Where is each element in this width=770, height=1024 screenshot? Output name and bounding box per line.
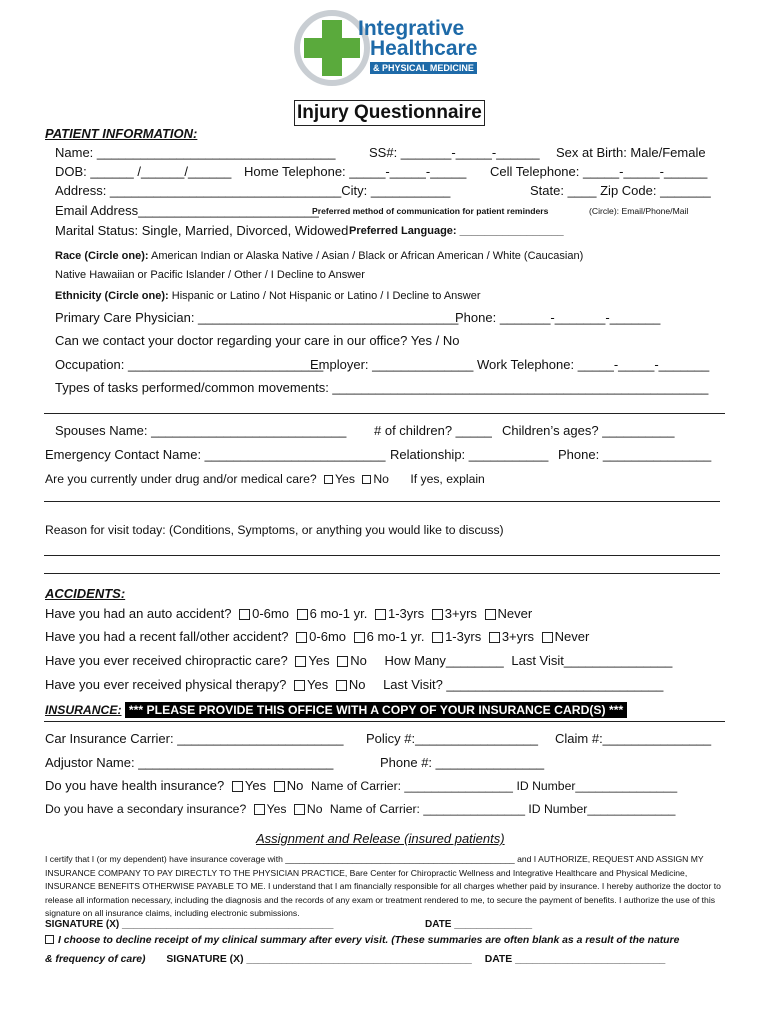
- pcp-phone-field[interactable]: Phone: _______-_______-_______: [455, 310, 661, 325]
- signature-line-2[interactable]: SIGNATURE (X) _______________________________________: [166, 954, 472, 965]
- auto-duration-label: 3+yrs: [444, 606, 477, 621]
- chiro-how-many-field[interactable]: How Many________: [384, 653, 504, 668]
- emergency-contact-field[interactable]: Emergency Contact Name: _________________________: [45, 447, 386, 462]
- car-insurance-field[interactable]: Car Insurance Carrier: _______________________: [45, 731, 344, 746]
- logo-line3: & PHYSICAL MEDICINE: [370, 62, 477, 74]
- fall-duration-label: 0-6mo: [309, 629, 347, 644]
- pcp-field[interactable]: Primary Care Physician: ____________________________________: [55, 310, 459, 325]
- chiro-no-label: No: [350, 653, 367, 668]
- health-yes-checkbox[interactable]: [232, 781, 243, 792]
- logo-line2: Healthcare: [370, 37, 478, 60]
- patient-info-heading: PATIENT INFORMATION:: [45, 126, 198, 141]
- name-field[interactable]: Name: _________________________________: [55, 145, 336, 160]
- occupation-field[interactable]: Occupation: ___________________________: [55, 357, 324, 372]
- reason-line-1[interactable]: [44, 555, 720, 556]
- race-options[interactable]: American Indian or Alaska Native / Asian / Black or African American / White (Caucasian): [150, 250, 584, 262]
- ethnicity-options[interactable]: Hispanic or Latino / Not Hispanic or Latino / I Decline to Answer: [171, 290, 481, 302]
- drug-no-checkbox[interactable]: [362, 475, 371, 484]
- fall-accident-question: Have you had a recent fall/other accident?: [45, 629, 289, 644]
- state-zip-field[interactable]: State: ____ Zip Code: _______: [530, 183, 711, 198]
- pt-last-visit-field[interactable]: Last Visit? ______________________________: [383, 677, 664, 692]
- chiro-last-visit-field[interactable]: Last Visit_______________: [511, 653, 673, 668]
- form-title: Injury Questionnaire: [294, 100, 485, 126]
- auto-duration-label: 0-6mo: [252, 606, 289, 621]
- tasks-field[interactable]: Types of tasks performed/common movements: ____________________________________________________: [55, 380, 709, 395]
- chiro-yes-label: Yes: [308, 653, 330, 668]
- race-label: Race (Circle one):: [55, 250, 149, 262]
- work-phone-field[interactable]: Work Telephone: _____-_____-_______: [477, 357, 710, 372]
- auto-6mo-1yr-checkbox[interactable]: [297, 609, 308, 620]
- spouse-field[interactable]: Spouses Name: ___________________________: [55, 423, 347, 438]
- auto-never-checkbox[interactable]: [485, 609, 496, 620]
- drug-care-question: Are you currently under drug and/or medical care?: [45, 472, 317, 486]
- health-id-field[interactable]: ID Number_______________: [516, 779, 678, 793]
- secondary-insurance-question: Do you have a secondary insurance?: [45, 802, 247, 816]
- secondary-yes-label: Yes: [266, 802, 287, 816]
- ssn-field[interactable]: SS#: _______-_____-______: [369, 145, 540, 160]
- fall-duration-label: 1-3yrs: [445, 629, 482, 644]
- adjustor-phone-field[interactable]: Phone #: _______________: [380, 755, 545, 770]
- signature-line-1[interactable]: SIGNATURE (X) ______________________________________: [45, 919, 334, 930]
- drug-no-label: No: [373, 472, 389, 486]
- decline-summary-text-2: & frequency of care): [45, 954, 146, 965]
- accidents-heading: ACCIDENTS:: [45, 586, 126, 601]
- chiro-yes-checkbox[interactable]: [295, 656, 306, 667]
- secondary-id-field[interactable]: ID Number_____________: [528, 802, 676, 816]
- chiro-no-checkbox[interactable]: [337, 656, 348, 667]
- language-field[interactable]: Preferred Language: _________________: [349, 225, 564, 237]
- fall-duration-label: Never: [554, 629, 590, 644]
- secondary-no-checkbox[interactable]: [294, 804, 305, 815]
- cell-phone-field[interactable]: Cell Telephone: _____-_____-______: [490, 164, 708, 179]
- pt-question: Have you ever received physical therapy?: [45, 677, 287, 692]
- secondary-yes-checkbox[interactable]: [254, 804, 265, 815]
- auto-0-6mo-checkbox[interactable]: [239, 609, 250, 620]
- policy-field[interactable]: Policy #:_________________: [366, 731, 539, 746]
- secondary-no-label: No: [306, 802, 323, 816]
- drug-yes-label: Yes: [335, 472, 355, 486]
- pt-no-checkbox[interactable]: [336, 680, 347, 691]
- employer-field[interactable]: Employer: ______________: [310, 357, 474, 372]
- contact-doctor-question[interactable]: Can we contact your doctor regarding your care in our office? Yes / No: [55, 333, 460, 348]
- sex-field[interactable]: Sex at Birth: Male/Female: [556, 145, 706, 160]
- date-line-2[interactable]: DATE __________________________: [484, 954, 666, 965]
- insurance-heading: INSURANCE:: [45, 703, 122, 717]
- secondary-carrier-field[interactable]: Name of Carrier: _______________: [329, 802, 526, 816]
- auto-3plus-checkbox[interactable]: [432, 609, 443, 620]
- health-yes-label: Yes: [244, 778, 267, 793]
- reason-for-visit-label: Reason for visit today: (Conditions, Symptoms, or anything you would like to discuss): [45, 523, 504, 537]
- insurance-card-banner: *** PLEASE PROVIDE THIS OFFICE WITH A COPY OF YOUR INSURANCE CARD(S) ***: [125, 702, 627, 718]
- reason-line-2[interactable]: [44, 573, 720, 574]
- children-count-field[interactable]: # of children? _____: [374, 423, 492, 438]
- auto-duration-label: 1-3yrs: [388, 606, 425, 621]
- explain-line[interactable]: [44, 501, 720, 502]
- auto-accident-question: Have you had an auto accident?: [45, 606, 232, 621]
- pt-yes-label: Yes: [306, 677, 329, 692]
- fall-duration-label: 3+yrs: [501, 629, 534, 644]
- address-field[interactable]: Address: ________________________________City: ___________: [55, 183, 451, 198]
- dob-field[interactable]: DOB: ______ /______/______: [55, 164, 232, 179]
- insurance-divider: [44, 721, 725, 722]
- chiro-question: Have you ever received chiropractic care?: [45, 653, 288, 668]
- fall-3plus-checkbox[interactable]: [489, 632, 500, 643]
- health-no-label: No: [286, 778, 304, 793]
- auto-duration-label: 6 mo-1 yr.: [309, 606, 368, 621]
- adjustor-field[interactable]: Adjustor Name: ___________________________: [45, 755, 334, 770]
- logo-line1: Integrative: [358, 17, 465, 40]
- email-pref-options[interactable]: (Circle): Email/Phone/Mail: [589, 206, 689, 216]
- release-heading: Assignment and Release (insured patients): [256, 831, 505, 846]
- auto-duration-label: Never: [497, 606, 533, 621]
- race-options-2[interactable]: Native Hawaiian or Pacific Islander / Other / I Decline to Answer: [55, 269, 365, 281]
- health-carrier-field[interactable]: Name of Carrier: ________________: [310, 779, 513, 793]
- email-field[interactable]: Email Address_________________________: [55, 203, 319, 218]
- emergency-phone-field[interactable]: Phone: _______________: [558, 447, 712, 462]
- date-line-1[interactable]: DATE ______________: [425, 919, 533, 930]
- claim-field[interactable]: Claim #:_______________: [555, 731, 712, 746]
- fall-duration-label: 6 mo-1 yr.: [366, 629, 425, 644]
- section-divider: [44, 413, 725, 414]
- fall-6mo-1yr-checkbox[interactable]: [354, 632, 365, 643]
- pt-yes-checkbox[interactable]: [294, 680, 305, 691]
- health-no-checkbox[interactable]: [274, 781, 285, 792]
- home-phone-field[interactable]: Home Telephone: _____-_____-_____: [244, 164, 467, 179]
- marital-status[interactable]: Marital Status: Single, Married, Divorced, Widowed: [55, 223, 349, 238]
- children-ages-field[interactable]: Children’s ages? __________: [502, 423, 675, 438]
- fall-0-6mo-checkbox[interactable]: [296, 632, 307, 643]
- decline-summary-checkbox[interactable]: [45, 935, 54, 944]
- drug-yes-checkbox[interactable]: [324, 475, 333, 484]
- fall-1-3yrs-checkbox[interactable]: [432, 632, 443, 643]
- health-insurance-question: Do you have health insurance?: [45, 778, 225, 793]
- ethnicity-label: Ethnicity (Circle one):: [55, 290, 169, 302]
- drug-explain-label: If yes, explain: [410, 472, 485, 486]
- auto-1-3yrs-checkbox[interactable]: [375, 609, 386, 620]
- pt-no-label: No: [348, 677, 366, 692]
- fall-never-checkbox[interactable]: [542, 632, 553, 643]
- relationship-field[interactable]: Relationship: ___________: [390, 447, 549, 462]
- release-paragraph: I certify that I (or my dependent) have insurance coverage with ________________________________________________ and I AUTHORIZE, REQUEST AND ASSIGN MY INSURANCE COMPANY TO PAY DIRECTLY TO THE PHYSICIAN PRACTICE, Bare Center for Chiropractic Wellness and Integrative Healthcare and Physical Medicine, INSURANCE BENEFITS OTHERWISE PAYABLE TO ME. I understand that I am financially responsible for all charges whether paid by insurance. I hereby authorize the doctor to release all information necessary, including the diagnosis and the records of any exam or treatment rendered to me, to secure the payment of benefits. I authorize the use of this signature on all insurance claims, including electronic submissions.: [45, 854, 721, 919]
- practice-logo: [292, 8, 492, 88]
- email-pref-label: Preferred method of communication for patient reminders: [312, 206, 549, 216]
- decline-summary-text: I choose to decline receipt of my clinical summary after every visit. (These summaries are often blank as a result of the nature: [58, 935, 680, 946]
